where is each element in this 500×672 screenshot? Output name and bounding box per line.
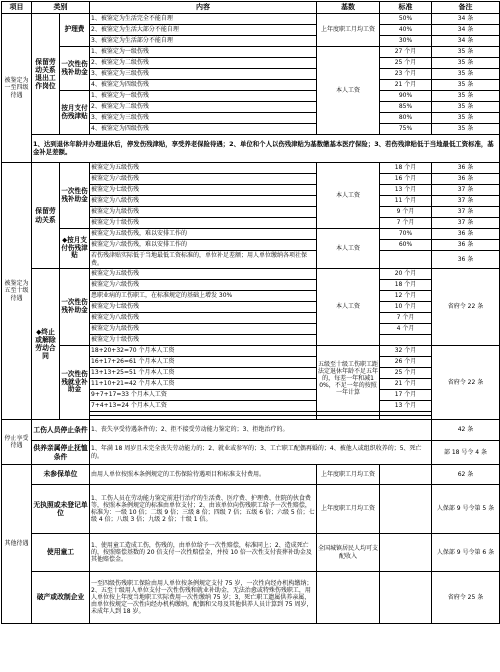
- table-row: [2, 163, 500, 174]
- remark-cell: 省府令 22 条: [432, 269, 500, 346]
- base-cell: 五级至十级工伤职工距法定退休年龄不足五年的，每差一年和减10%，不足一年的按照一年计算: [317, 346, 380, 412]
- content-cell: 18+20+32=70 个月本人工资: [90, 346, 317, 357]
- remark-cell: 34 条: [432, 25, 500, 36]
- content-cell: 1、使用童工造成工伤，伤残的，由单位给予一次性赔偿，标准同上；2、造成死亡的，按照赔偿基数的 20 倍支付一次性赔偿金，并按 10 倍一次性支付丧葬补助金及其他赔偿金。: [90, 534, 317, 572]
- content-cell: 11+10+21=42 个月本人工资: [90, 379, 317, 390]
- table-row: [2, 269, 500, 280]
- standard-cell: [380, 534, 432, 572]
- header-content: 内容: [90, 2, 317, 14]
- table-row: [2, 485, 500, 534]
- standard-cell: 10 个月: [380, 302, 432, 313]
- content-cell: 1、丧失享受待遇条件的；2、拒不接受劳动能力鉴定的；3、拒绝治疗的。: [90, 420, 432, 441]
- category-label: 破产或改制企业: [32, 572, 90, 624]
- remark-cell: 37 条: [432, 185, 500, 196]
- content-cell: 13+13+25=51 个月本人工资: [90, 368, 317, 379]
- standard-cell: 7 个月: [380, 313, 432, 324]
- content-cell: 被鉴定为五级伤残，难以安排工作的: [90, 229, 317, 240]
- content-cell: 被鉴定为八级伤残: [90, 313, 317, 324]
- standard-cell: 23 个月: [380, 69, 432, 80]
- category-label: 保留劳动关系退出工作岗位: [32, 14, 60, 135]
- content-cell: 1、被鉴定为生活完全不能自理: [90, 14, 317, 25]
- category-label: 保留劳动关系: [32, 163, 60, 269]
- standard-cell: 26 个月: [380, 357, 432, 368]
- standard-cell: 80%: [380, 113, 432, 124]
- content-cell: 2、被鉴定为生活大部分不能自理: [90, 25, 317, 36]
- standard-cell: 7 个月: [380, 218, 432, 229]
- base-cell: 本人工资: [317, 47, 380, 135]
- remark-cell: 62 条: [432, 465, 500, 485]
- base-cell: 全国城镇居民人均可支配收入: [317, 534, 380, 572]
- category-label: 工伤人员停止条件: [32, 420, 90, 441]
- standard-cell: 4 个月: [380, 324, 432, 335]
- content-cell: 3、被鉴定为生活部分不能自理: [90, 36, 317, 47]
- standard-cell: 40%: [380, 25, 432, 36]
- remark-cell: 部 18 号令 4 条: [432, 441, 500, 465]
- content-cell: 患职业病的工伤职工，在标准规定的基础上增发 30%: [90, 291, 317, 302]
- standard-cell: 18 个月: [380, 280, 432, 291]
- remark-cell: 36 条: [432, 251, 500, 269]
- subcategory-label: 护理费: [60, 14, 90, 47]
- table-row: [2, 441, 500, 465]
- remark-cell: 人保部 9 号令第 6 条: [432, 534, 500, 572]
- standard-cell: 50%: [380, 14, 432, 25]
- base-cell: 本人工资: [317, 229, 380, 269]
- content-cell: 被鉴定为六级伤残: [90, 280, 317, 291]
- table-row: [2, 14, 500, 25]
- standard-cell: [380, 465, 432, 485]
- standard-cell: 30%: [380, 36, 432, 47]
- standard-cell: [380, 335, 432, 346]
- standard-cell: 9 个月: [380, 207, 432, 218]
- standard-cell: [380, 251, 432, 269]
- remark-cell: 35 条: [432, 69, 500, 80]
- base-cell: [317, 572, 380, 624]
- content-cell: 7+4+13=24 个月本人工资: [90, 401, 317, 412]
- content-cell: 2、被鉴定为二级伤残: [90, 58, 317, 69]
- subcategory-label: 一次性伤残补助金: [60, 47, 90, 91]
- content-cell: 1、被鉴定为一级伤残: [90, 91, 317, 102]
- content-cell: 由用人单位按照本条例规定的工伤保险待遇项目和标准支付费用。: [90, 465, 317, 485]
- base-cell: 本人工资: [317, 163, 380, 229]
- section-label: 被鉴定为五至十级待遇: [2, 163, 32, 420]
- table-row: [2, 91, 500, 102]
- content-cell: 2、被鉴定为二级伤残: [90, 102, 317, 113]
- base-cell: 上年度职工月均工资: [317, 485, 380, 534]
- header-remark: 备注: [432, 2, 500, 14]
- section-label: 其他待遇: [2, 465, 32, 624]
- remark-cell: 37 条: [432, 196, 500, 207]
- category-label: 无执照或未登记单位: [32, 485, 90, 534]
- standard-cell: 11 个月: [380, 196, 432, 207]
- content-cell: 被鉴定为九级伤残: [90, 207, 317, 218]
- note-row: [2, 135, 500, 163]
- standard-cell: 25 个月: [380, 368, 432, 379]
- category-label: ◆终止或解除劳动合同: [32, 269, 60, 420]
- header-base: 基数: [317, 2, 380, 14]
- category-label: 未参保单位: [32, 465, 90, 485]
- content-cell: 1、被鉴定为一级伤残: [90, 47, 317, 58]
- remark-cell: 35 条: [432, 113, 500, 124]
- category-label: 供养亲属停止抚恤条件: [32, 441, 90, 465]
- content-cell: 1、工伤人员在劳动能力鉴定前进行治疗的生活费、医疗费、护理费、住院的伙食费等，按照本条例规定的标准由单位支付；2、由该单位向伤残职工给予一次性赔偿，标准为：一级 10 倍；二级 9 倍；三级 8 倍；四级 7 倍；五级 6 倍；六级 5 倍；七级 4 倍；八级 3 倍；九级 2 倍；十级 1 倍。: [90, 485, 317, 534]
- standard-cell: 12 个月: [380, 291, 432, 302]
- remark-cell: 37 条: [432, 207, 500, 218]
- header-row: [2, 2, 500, 14]
- content-cell: 一至四级伤残职工保险由用人单位按条例规定支付 75 岁，一次性向经办机构缴纳；2、五至十级用人单位支付一次性伤残和就业补助金，无法治愈或特殊伤残职工，用人单位按上年度当地职工实际费用一次性缴纳 75 岁；3、死亡职工遗属供养亲属，由单位按规定一次性向经办机构缴纳，配偶和父母及其他供养人员计算到 75 周岁，未成年人到 18 岁。: [90, 572, 317, 624]
- table-row: [2, 465, 500, 485]
- standard-cell: 20 个月: [380, 269, 432, 280]
- remark-cell: 35 条: [432, 47, 500, 58]
- subcategory-label: 一次性伤残就业补助金: [60, 346, 90, 420]
- injury-benefits-table: [1, 1, 500, 624]
- standard-cell: 27 个月: [380, 47, 432, 58]
- content-cell: 4、被鉴定为四级伤残: [90, 80, 317, 91]
- base-cell: 本人工资: [317, 269, 380, 346]
- remark-cell: 省府令 25 条: [432, 572, 500, 624]
- remark-cell: 35 条: [432, 102, 500, 113]
- content-cell: 3、被鉴定为三级伤残: [90, 69, 317, 80]
- remark-cell: 人保部 9 号令第 5 条: [432, 485, 500, 534]
- content-cell: 9+7+17=33 个月本人工资: [90, 390, 317, 401]
- standard-cell: 17 个月: [380, 390, 432, 401]
- standard-cell: 21 个月: [380, 379, 432, 390]
- remark-cell: 36 条: [432, 240, 500, 251]
- subcategory-label: 一次性伤残补助金: [60, 269, 90, 346]
- standard-cell: 32 个月: [380, 346, 432, 357]
- remark-cell: 35 条: [432, 58, 500, 69]
- standard-cell: 16 个月: [380, 174, 432, 185]
- table-row: [2, 47, 500, 58]
- content-cell: 若伤残津贴实际低于当地最低工资标准的，单位补足差额；用人单位缴纳各项社保费。: [90, 251, 317, 269]
- content-cell: 被鉴定为八级伤残: [90, 196, 317, 207]
- content-cell: 被鉴定为六级伤残，难以安排工作的: [90, 240, 317, 251]
- table-row: [2, 229, 500, 240]
- standard-cell: 70%: [380, 229, 432, 240]
- content-cell: 被鉴定为七级伤残: [90, 302, 317, 313]
- remark-cell: 36 条: [432, 229, 500, 240]
- remark-cell: 35 条: [432, 124, 500, 135]
- standard-cell: 60%: [380, 240, 432, 251]
- remark-cell: 省府令 22 条: [432, 346, 500, 420]
- content-cell: 4、被鉴定为四级伤残: [90, 124, 317, 135]
- header-category: 类别: [32, 2, 90, 14]
- standard-cell: 13 个月: [380, 185, 432, 196]
- header-item: 项目: [2, 2, 32, 14]
- base-cell: 上年度职工月均工资: [317, 14, 380, 47]
- content-cell: 被鉴定为十级伤残: [90, 218, 317, 229]
- remark-cell: 34 条: [432, 14, 500, 25]
- standard-cell: 21 个月: [380, 80, 432, 91]
- table-row: [2, 572, 500, 624]
- remark-cell: 34 条: [432, 36, 500, 47]
- content-cell: 16+17+26=61 个月本人工资: [90, 357, 317, 368]
- remark-cell: 36 条: [432, 174, 500, 185]
- remark-cell: 42 条: [432, 420, 500, 441]
- standard-cell: 18 个月: [380, 163, 432, 174]
- header-standard: 标准: [380, 2, 432, 14]
- subcategory-label: ◆按月支付伤残津贴: [60, 229, 90, 269]
- standard-cell: 75%: [380, 124, 432, 135]
- content-cell: 被鉴定为九级伤残: [90, 324, 317, 335]
- section-label: 被鉴定为一至四级待遇: [2, 14, 32, 163]
- content-cell: 3、被鉴定为三级伤残: [90, 113, 317, 124]
- table-row: [2, 420, 500, 441]
- standard-cell: 90%: [380, 91, 432, 102]
- subcategory-label: 按月支付伤残津贴: [60, 91, 90, 135]
- standard-cell: 25 个月: [380, 58, 432, 69]
- remark-cell: 35 条: [432, 80, 500, 91]
- remark-cell: 37 条: [432, 218, 500, 229]
- content-cell: 被鉴定为五级伤残: [90, 163, 317, 174]
- standard-cell: 13 个月: [380, 401, 432, 412]
- standard-cell: [380, 485, 432, 534]
- standard-cell: 85%: [380, 102, 432, 113]
- remark-cell: 36 条: [432, 163, 500, 174]
- content-cell: 被鉴定为七级伤残: [90, 185, 317, 196]
- content-cell: 被鉴定为十级伤残: [90, 335, 317, 346]
- remark-cell: 35 条: [432, 91, 500, 102]
- table-row: [2, 534, 500, 572]
- base-cell: 上年度职工月均工资: [317, 465, 380, 485]
- content-cell: 被鉴定为六级伤残: [90, 174, 317, 185]
- table-row: [2, 346, 500, 357]
- standard-cell: [380, 572, 432, 624]
- content-cell: 1、年满 18 周岁且未完全丧失劳动能力的；2、就业或参军的；3、工亡职工配偶再婚的；4、被他人或组织收养的；5、死亡的。: [90, 441, 432, 465]
- section-note: 1、达到退休年龄并办理退休后，停发伤残津贴，享受养老保险待遇；2、单位和个人以伤残津贴为基数缴基本医疗保险；3、若伤残津贴低于当地最低工资标准，基金补足差额。: [32, 135, 500, 163]
- content-cell: 被鉴定为五级伤残: [90, 269, 317, 280]
- category-label: 使用童工: [32, 534, 90, 572]
- subcategory-label: 一次性伤残补助金: [60, 163, 90, 229]
- section-label: 停止享受待遇: [2, 420, 32, 465]
